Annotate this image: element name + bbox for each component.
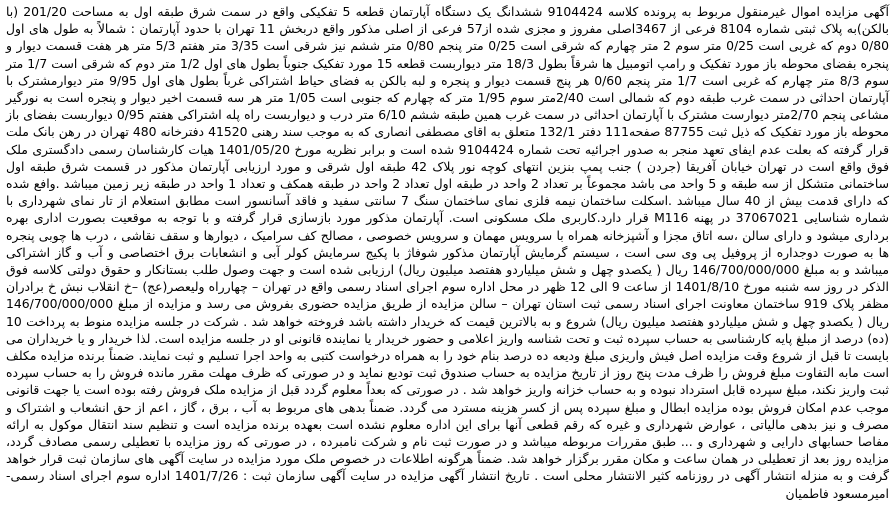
auction-notice-body: آگهی مزایده اموال غیرمنقول مربوط به پرونده کلاسه 9104424 ششدانگ یک دستگاه آپارتمان قطعه 5 تفکیکی واقع در سمت شرق طبقه اول به مساحت 201/20 (با بالکن)به پلاک ثبتی شماره 8104 فرعی از 3467اصلی مفروز و مجزی شده از57 فرعی از اصلی مذکور واقع دربخش 11 تهران با حدود آپارتمان : شمالاً به طول های اول 0/80 دوم که غربی است 0/25 متر سوم 2 متر چهارم که شرقی است 0/25 متر پنجم 0/80 متر ششم نیز شرقی است 3/35 متر هفتم 5/3 متر هر هفت قسمت دیوار و پنجره بفضای محوطه باز مورد تفکیک و رامپ اتومبیل ها شرقاً بطول 18/3 متر دیواربست قطعه 15 مورد تفکیک جنوباً بطول های اول 1/2 متر دوم که شرقی است 1/7 متر سوم 8/3 متر چهارم که غربی است 1/7 متر پنجم 0/60 هر پنج قسمت دیوار و پنجره و لبه بالکن به فضای حیاط اشتراکی غرباً بطول های اول 9/95 متر دیوارمشترک با آپارتمان احداثی در سمت غرب طبقه دوم که شمالی است 2/40متر سوم 1/95 متر که چهارم که جنوبی است 1/05 متر هر سه قسمت اخیر دیوار و پنجره است به نورگیر مشاعی پنجم 2/70متر دیوارست مشترک با آپارتمان احداثی در سمت غرب همین طبقه ششم 6/10 متر درب و دیواربست راه پله اشتراکی هفتم 0/95 دیواربست بفضای باز محوطه باز مورد تفکیک که ذیل ثبت 87755 صفحه111 دفتر 132/1 متعلق به اقای مصطفی انصاری که به موجب سند رهنی 41520 دفترخانه 480 تهران در رهن بانک ملت قرار گرفته که بعلت عدم ایفای تعهد منجر به صدور اجرائیه تحت شماره 9104424 شده است و برابر نظریه مورخ 1401/05/20 هیات کارشناسان رسمی دادگستری ملک فوق واقع است در تهران خیابان آفریقا (جردن ) جنب پمپ بنزین انتهای کوچه نور پلاک 42 طبقه اول شرقی و مورد ارزیابی آپارتمان مذکور در قسمت شرق طبقه اول ساختمانی متشکل از سه طبقه و 5 واحد می باشد مجموعاً بر تعداد 2 واحد در طبقه اول تعداد 2 واحد در طبقه همکف و تعداد 1 واحد در طبقه زیر زمین میباشد .وافع شده که دارای قدمت بیش از 40 سال میباشد .اسکلت ساختمان نیمه فلزی نمای ساختمان سنگ 7 سانتی سفید و فاقد آسانسور است مطابق استعلام از تار نمای شهرداری با شماره شناسایی 37067021 در پهنه M116 قرار دارد.کاربری ملک مسکونی است. آپارتمان مذکور مورد بازسازی قرار گرفته و با توجه به موقعیت بصورت اداری بهره برداری میشود و دارای سالن ،سه اتاق مجزا و آشپزخانه همراه با سرویس مهمان و سرویس خصوصی ، مصالح کف سرامیک ، دیوارها و سقف نقاشی ، درب ها چوبی پنجره ها به صورت دوجداره از پروفیل پی وی سی است ، سیستم گرمایش آپارتمان مذکور شوفاژ با پکیج سرمایش کولر آبی و انشعابات برق اختصاصی و آب و گاز اشتراکی میباشد و به مبلغ 146/700/000/000 ریال ( یکصدو چهل و شش میلیاردو هفتصد میلیون ریال) ارزیابی شده است و جهت وصول طلب بستانکار و حقوق دولتی کلاسه فوق الذکر در روز سه شنبه مورخ 1401/8/10 از ساعت 9 الی 12 ظهر در محل اداره سوم اجرای اسناد رسمی واقع در تهران – چهارراه ولیعصر(عج) –خ انقلاب نبش خ برادران مظفر پلاک 919 ساختمان معاونت اجرای اسناد رسمی ثبت استان تهران – سالن مزایده از طریق مزایده حضوری بفروش می رسد و مزایده از مبلغ 146/700/000/000 ریال ( یکصدو چهل و شش میلیاردو هفتصد میلیون ریال) شروع و به بالاترین قیمت که خریدار داشته باشد فروخته خواهد شد . شرکت در جلسه مزایده منوط به پرداخت 10 (ده) درصد از مبلغ پایه کارشناسی به حساب سپرده ثبت و تحت شناسه واریز اعلامی و حضور خریدار یا نماینده قانونی او در جلسه مزایده است. لذا خریدار و یا خریداران می بایست تا قبل از شروع وقت مزایده اصل فیش واریزی مبلغ ودیعه ده درصد بنام خود را به همراه درخواست کتبی به واحد اجرا تسلیم و ثبت نمایند. ضمناً برنده مزایده مکلف است مابه التفاوت مبلغ فروش را ظرف مدت پنج روز از تاریخ مزایده به حساب صندوق ثبت تودیع نماید و در صورتی که ظرف مهلت مقرر مانده فروش را به حساب سپرده ثبت واریز نکند، مبلغ سپرده قابل استرداد نبوده و به حساب خزانه واریز خواهد شد . در صورتی که بعداً معلوم گردد قبل از مزایده ملک فروش رفته بوده است یا جهت قانونی موجب عدم امکان فروش بوده مزایده ابطال و مبلغ سپرده پس از کسر هزینه مسترد می گردد. ضمناً بدهی های مربوط به آب ، برق ، گاز ، اعم از حق انشعاب و اشتراک و مصرف و نیز بدهی مالیاتی ، عوارض شهرداری و غیره که رقم قطعی آنها برای این اداره معلوم نشده است بعهده برنده مزایده است و تنظیم سند انتقال موکول به ارائه مفاصا حسابهای دارایی و شهرداری و ... طبق مقررات مربوطه میباشد و در صورت ثبت نام و شرکت نامبرده ، در صورتی که روز مزایده با تعطیلی رسمی مصادف گردد، مزایده روز بعد از تعطیلی در همان ساعت و مکان مقرر برگزار خواهد شد. ضمناً هرگونه اطلاعات در خصوص ملک مورد مزایده در سایت آگهی های سازمان ثبت قرار خواهد گرفت و به منزله انتشار آگهی در روزنامه کثیر الانتشار محلی است . تاریخ انتشار آگهی مزایده در سایت آگهی سازمان ثبت : 1401/7/26 اداره سوم اجرای اسناد رسمی- امیرمسعود فاطمیان <box>6 4 890 501</box>
auction-notice-text <box>6 3 889 502</box>
